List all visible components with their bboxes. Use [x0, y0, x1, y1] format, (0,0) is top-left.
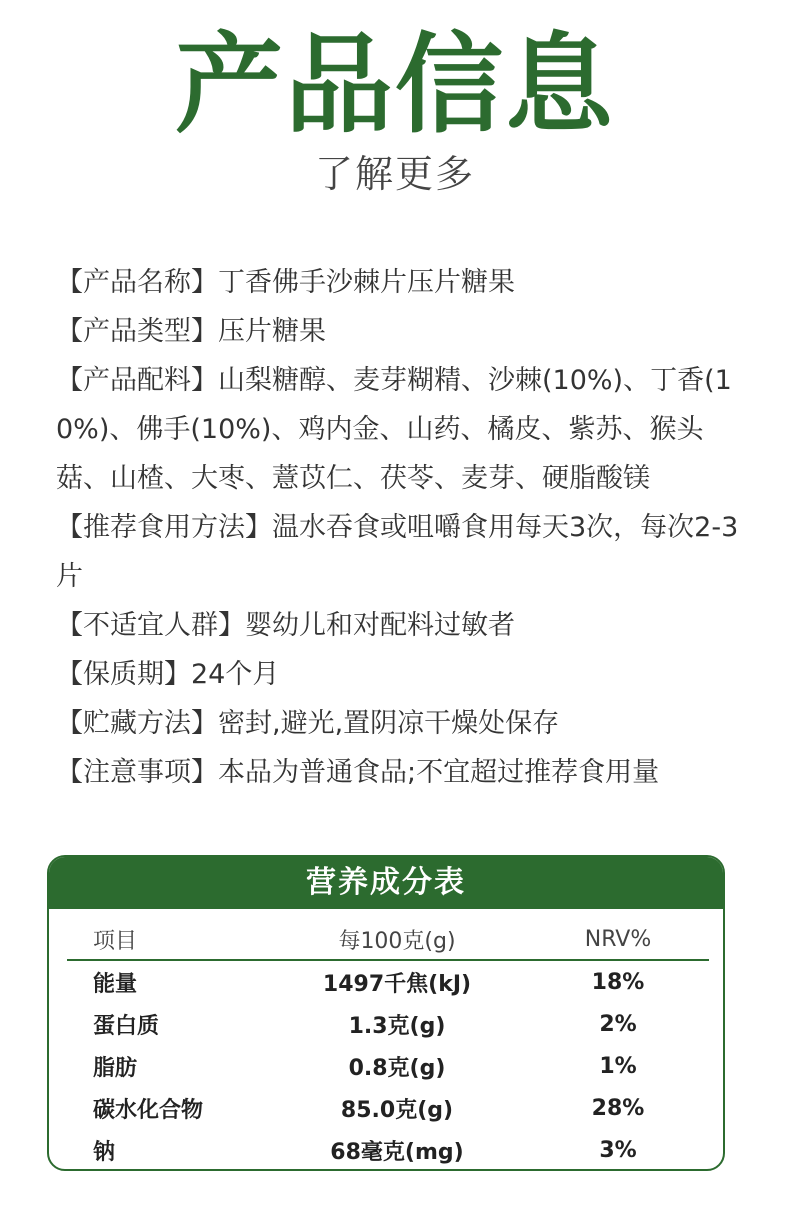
page-title: 产品信息: [174, 23, 615, 148]
info-label: 【注意事项】: [56, 757, 218, 788]
nutrient-nrv: 18%: [591, 969, 645, 995]
nutrient-name: 钠: [93, 1139, 116, 1165]
info-label: 【产品配料】: [56, 365, 218, 396]
info-value: 山梨糖醇、麦芽糊精、沙棘(10%)、丁香(10%)、佛手(10%)、鸡内金、山药、橘皮、紫苏、猴头菇、山楂、大枣、薏苡仁、茯苓、麦芽、硬脂酸镁: [56, 365, 732, 494]
nutrient-amount: 68毫克(mg): [330, 1139, 464, 1165]
info-label: 【产品名称】: [56, 267, 218, 298]
table-header-row: [67, 919, 709, 961]
info-row-unsuitable: [56, 601, 756, 650]
info-label: 【保质期】: [56, 659, 191, 690]
table-row: [67, 961, 709, 1003]
nutrient-amount: 1497千焦(kJ): [322, 971, 472, 997]
info-label: 【不适宜人群】: [56, 610, 245, 641]
nutrient-amount: 1.3克(g): [348, 1013, 446, 1039]
table-row: [67, 1129, 709, 1171]
nutrient-amount: 0.8克(g): [348, 1055, 446, 1081]
product-info-list: [56, 258, 756, 797]
info-value: 本品为普通食品;不宜超过推荐食用量: [218, 757, 660, 788]
info-value: 24个月: [191, 659, 280, 690]
info-row-name: [56, 258, 756, 307]
nutrient-name: 脂肪: [93, 1055, 138, 1081]
info-label: 【贮藏方法】: [56, 708, 218, 739]
nutrient-nrv: 1%: [599, 1053, 637, 1079]
column-header-item: 项目: [93, 928, 138, 954]
nutrient-nrv: 28%: [591, 1095, 645, 1121]
info-row-usage: [56, 503, 756, 601]
info-row-storage: [56, 699, 756, 748]
page-subtitle: 了解更多: [314, 152, 475, 196]
column-header-nrv: NRV%: [584, 926, 652, 952]
info-row-notes: [56, 748, 756, 797]
info-value: 温水吞食或咀嚼食用每天3次，每次2-3片: [56, 512, 739, 592]
info-value: 密封,避光,置阴凉干燥处保存: [218, 708, 560, 739]
nutrition-grid: [67, 919, 709, 1171]
info-row-type: [56, 307, 756, 356]
info-label: 【推荐食用方法】: [56, 512, 272, 543]
nutrient-amount: 85.0克(g): [340, 1097, 454, 1123]
nutrition-table-title: 营养成分表: [49, 857, 723, 909]
nutrient-name: 碳水化合物: [93, 1097, 204, 1123]
table-row: [67, 1045, 709, 1087]
info-value: 丁香佛手沙棘片压片糖果: [218, 267, 515, 298]
table-row: [67, 1087, 709, 1129]
column-header-per100g: 每100克(g): [338, 928, 456, 954]
info-row-ingredients: [56, 356, 756, 503]
info-label: 【产品类型】: [56, 316, 218, 347]
info-row-shelf-life: [56, 650, 756, 699]
table-row: [67, 1003, 709, 1045]
info-value: 婴幼儿和对配料过敏者: [245, 610, 515, 641]
nutrient-name: 能量: [93, 971, 138, 997]
nutrient-nrv: 3%: [599, 1137, 637, 1163]
info-value: 压片糖果: [218, 316, 326, 347]
nutrition-table: [47, 855, 725, 1171]
nutrient-name: 蛋白质: [93, 1013, 160, 1039]
nutrient-nrv: 2%: [599, 1011, 637, 1037]
